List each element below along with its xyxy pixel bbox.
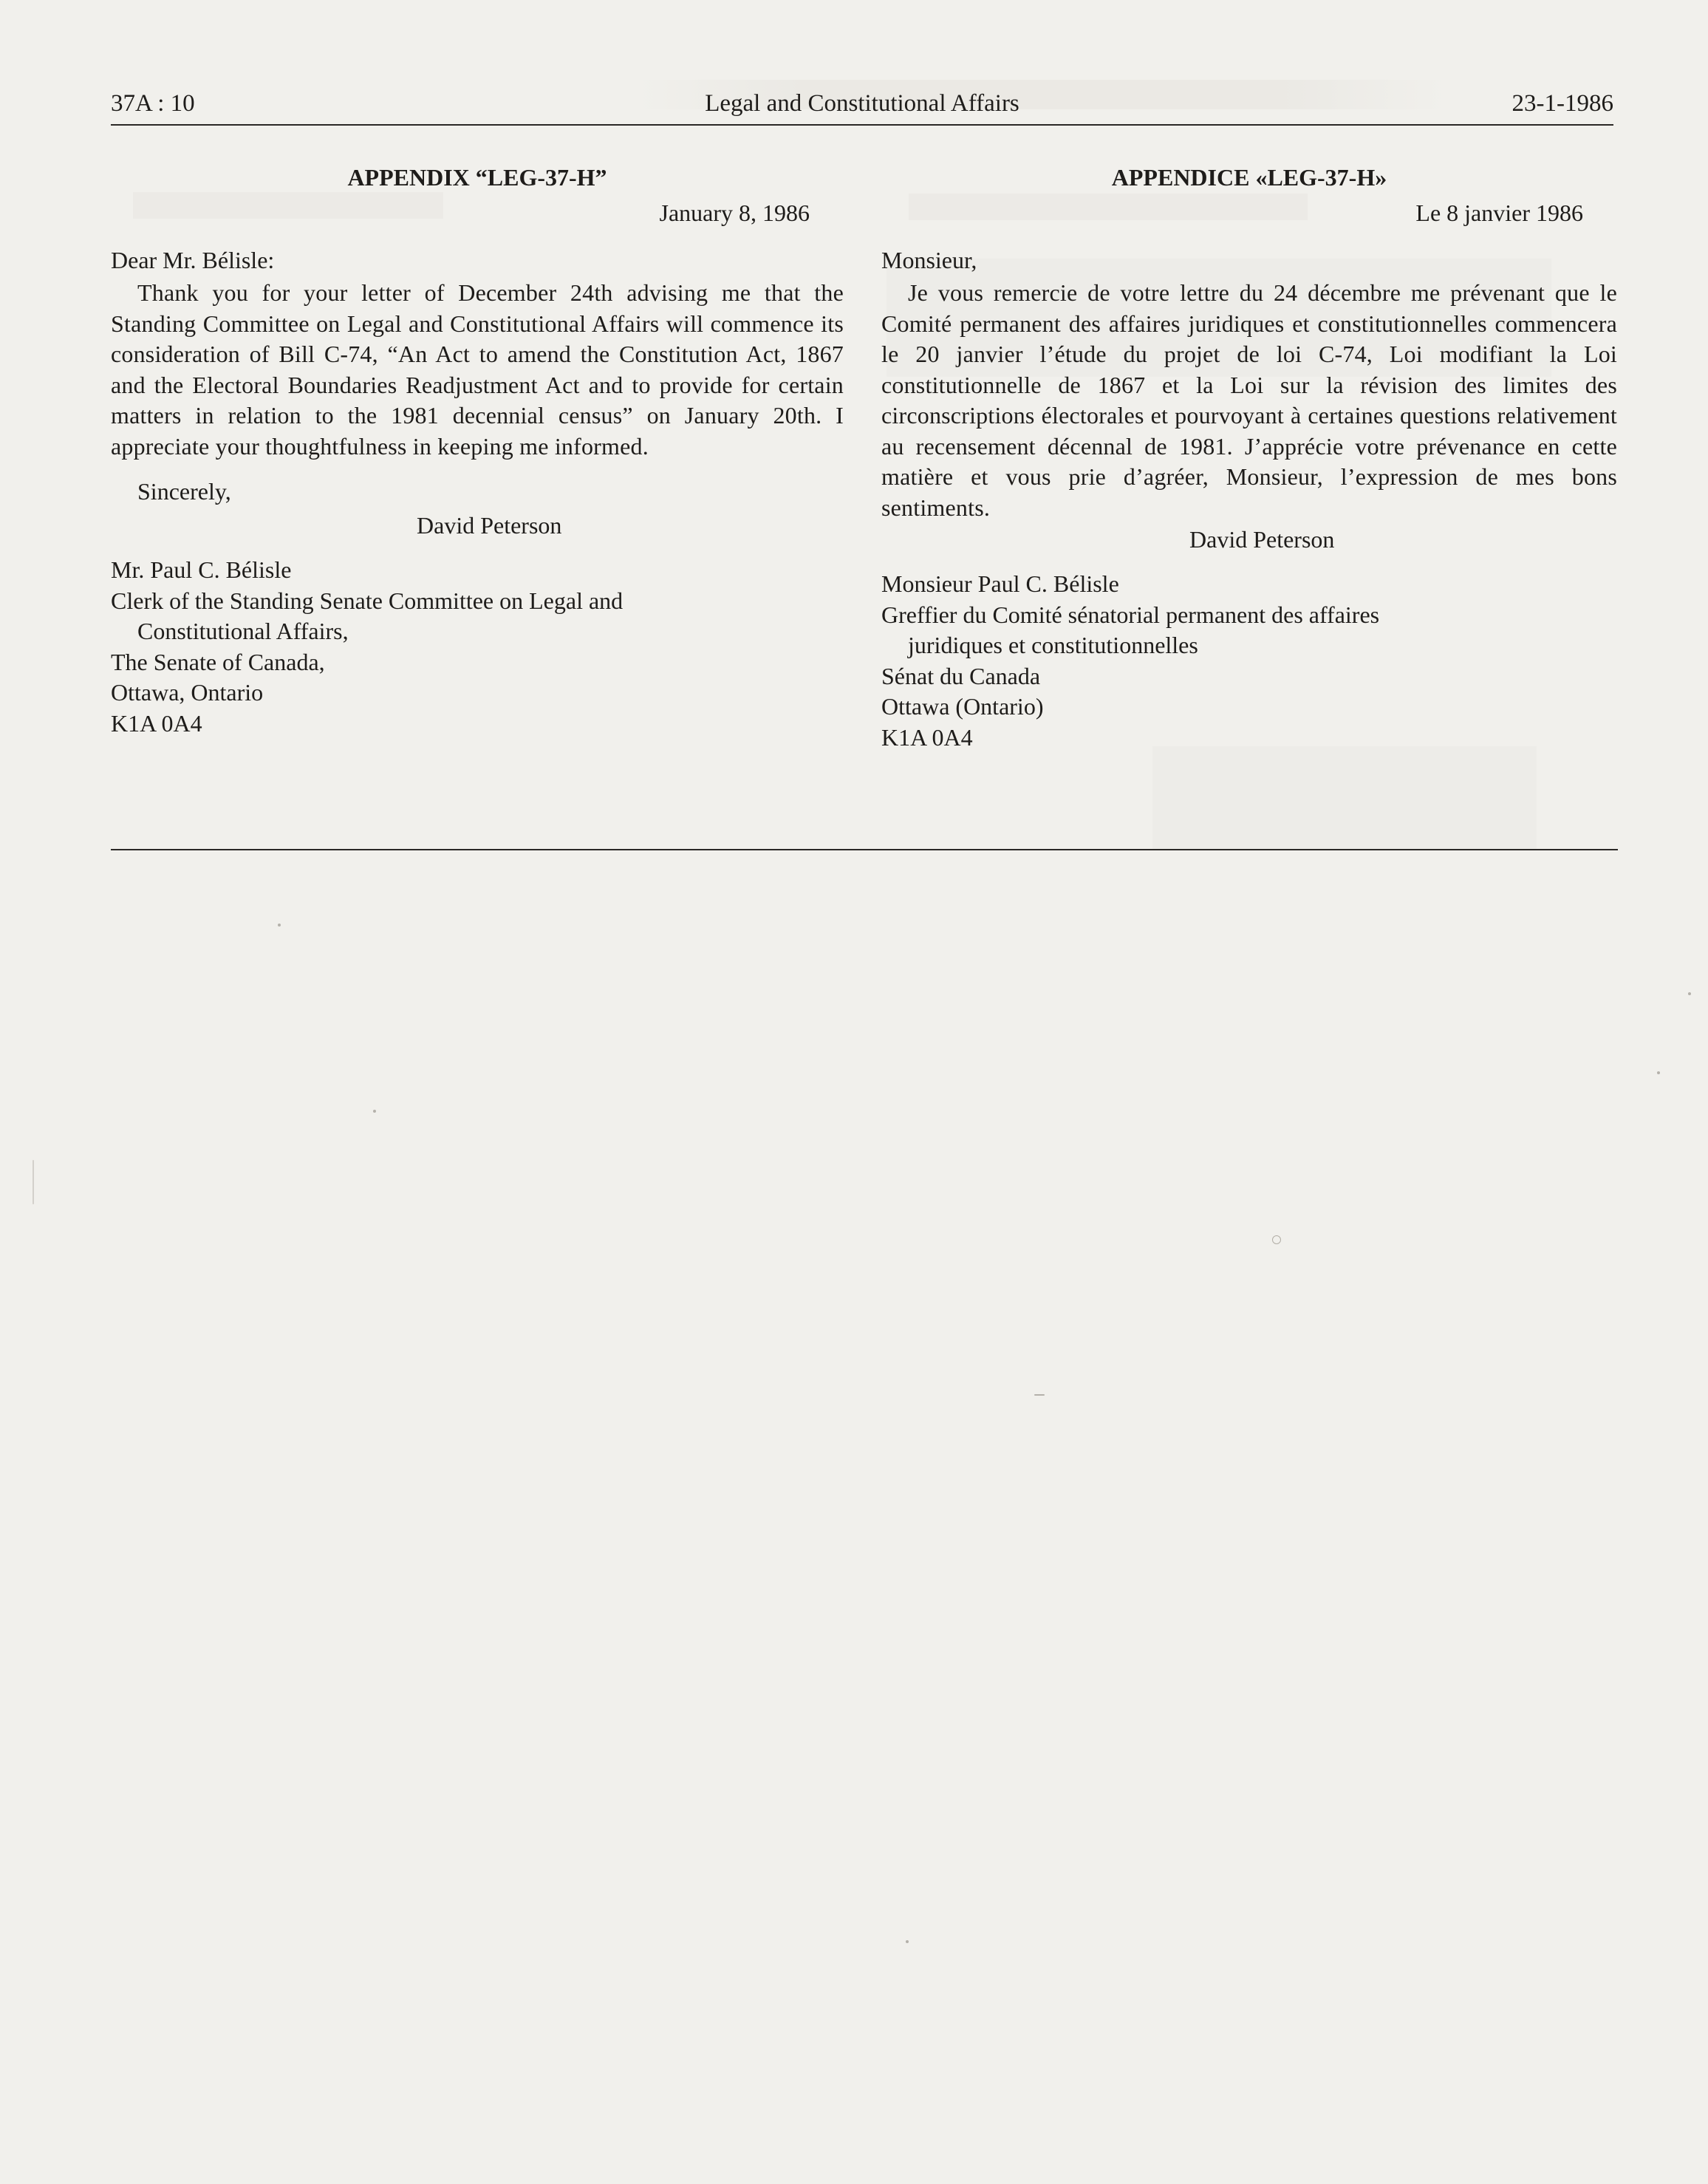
signature: David Peterson <box>417 512 562 539</box>
letter-date: January 8, 1986 <box>659 199 810 226</box>
address-line: K1A 0A4 <box>111 709 202 737</box>
letter-body: Je vous remercie de votre lettre du 24 décembre me prévenant que le Comité permanent des affaires juridiques et constitutionnelles commencera le 20 janvier l’étude du projet de loi C-74, Loi modifiant la Loi constitutionnelle de 1867 et la Loi sur la révision des limites des circonscriptions électorales et pourvoyant à certaines questions relativement au recensement décennal de 1981. J’apprécie votre prévenance en cette matière et vous prie d’agréer, Monsieur, l’expression de mes bons sentiments. <box>881 279 1617 521</box>
signature: David Peterson <box>1189 526 1335 553</box>
show-through-artifact <box>1152 746 1537 850</box>
appendix-title: APPENDICE «LEG-37-H» <box>1111 164 1387 191</box>
publication-title: Legal and Constitutional Affairs <box>705 90 1019 117</box>
speck <box>1034 1394 1045 1396</box>
letter-body: Thank you for your letter of December 24th advising me that the Standing Committee on Legal and Constitutional Affairs will commence its consideration of Bill C-74, “An Act to amend the Constitution Act, 1867 and the Electoral Boundaries Readjustment Act and to provide for certain matters in relation to the 1981 decennial census” on January 20th. I appreciate your thoughtfulness in keeping me informed. <box>111 279 844 460</box>
salutation: Monsieur, <box>881 247 977 273</box>
address-line: Clerk of the Standing Senate Committee on Legal and <box>111 587 624 614</box>
recipient-address <box>111 555 844 739</box>
page-number: 37A : 10 <box>111 90 195 117</box>
address-line: The Senate of Canada, <box>111 648 325 675</box>
speck <box>33 1160 34 1204</box>
address-line: Greffier du Comité sénatorial permanent des affaires <box>881 601 1380 628</box>
address-line: Ottawa, Ontario <box>111 679 264 706</box>
address-line: Monsieur Paul C. Bélisle <box>881 570 1119 597</box>
address-line: Constitutional Affairs, <box>137 618 349 644</box>
address-line: juridiques et constitutionnelles <box>908 632 1198 658</box>
speck <box>906 1940 909 1943</box>
address-line: Mr. Paul C. Bélisle <box>111 556 292 583</box>
address-line: K1A 0A4 <box>881 723 973 751</box>
speck <box>278 924 281 927</box>
speck <box>1272 1235 1281 1244</box>
appendix-title: APPENDIX “LEG-37-H” <box>347 164 607 191</box>
speck <box>1688 992 1691 995</box>
address-line: Sénat du Canada <box>881 662 1041 689</box>
speck <box>1657 1071 1660 1074</box>
recipient-address <box>881 569 1617 753</box>
header-rule <box>111 124 1613 126</box>
running-header <box>111 83 1613 124</box>
speck <box>373 1110 376 1113</box>
english-column <box>111 161 844 739</box>
french-column <box>881 161 1617 753</box>
issue-date: 23-1-1986 <box>1511 90 1613 117</box>
address-line: Ottawa (Ontario) <box>881 693 1044 720</box>
letter-date: Le 8 janvier 1986 <box>1415 199 1583 226</box>
closing: Sincerely, <box>137 478 231 505</box>
section-end-rule <box>111 849 1618 850</box>
salutation: Dear Mr. Bélisle: <box>111 247 275 273</box>
